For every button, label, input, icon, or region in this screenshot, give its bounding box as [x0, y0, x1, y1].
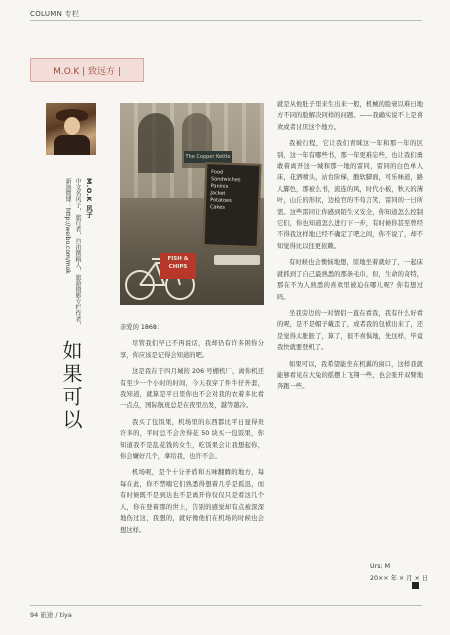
board-line: Cakes	[209, 204, 225, 211]
photo-shop-sign: The Copper Kettle	[184, 151, 232, 163]
board-line: Sandwiches	[210, 176, 241, 184]
paragraph: 尽管我们早已不再说话，我却仍有许多困你分享，你应该是记得会知道的吧。	[120, 340, 264, 359]
signoff	[370, 561, 430, 585]
paragraph: 这是我在于四月城的 206 号棚机厂，离你机还有至少一个小时的时间，今天我穿了件牛仔外套，我知道，就算是平日里你也不会对我的衣着多比看一点点，国际航班总是在夜里出发，越等越冷。	[120, 368, 264, 410]
paragraph: 我买了包饭果，机场里的东西都比平日显得贵许多的，平时总不会舍得花 50 块买一包饭果，你知道我不是乱花钱的女生，吃饭果会让我想起你，你会嫌好几个，拿给我，也许不会。	[120, 418, 264, 461]
board-line: Jacket	[210, 190, 226, 197]
column-header: COLUMN 专栏	[30, 10, 80, 18]
end-mark	[412, 582, 419, 589]
page-footer: 94 旅途 / tiya	[30, 611, 72, 619]
author-tag: M.O.K | 致远方 |	[30, 58, 144, 82]
footer-rule	[30, 605, 422, 606]
left-column	[120, 322, 264, 541]
fish-sign-line: CHIPS	[168, 264, 188, 270]
fish-sign-line: FISH &	[167, 256, 189, 262]
paragraph: 坐我旁边的一对情侣一直在看我，我有什么好看的呢，是不是帽子戴歪了，或者我的包袱出来了，还是觉得太胀胀了，算了，很不喜惧地，先这样，毕竟我快就要登机了。	[277, 309, 423, 352]
photo-chalkboard	[203, 162, 262, 248]
paragraph: 如果可以，我希望能坐在机翼的窗口，这样我就能够看见在大兔的摇摆上飞翔一些，也会张开双臂地奔跑一些。	[277, 360, 423, 391]
main-photo	[120, 103, 264, 305]
author-bio: 中文名风子，旅行者，自由撰稿人，旅游摄影专栏作者，	[74, 178, 81, 328]
signoff-name: Urs: M	[370, 563, 391, 570]
author-name: M.O.K 风子	[85, 178, 93, 219]
author-photo	[46, 103, 96, 155]
board-line: Food	[211, 169, 224, 176]
paragraph: 亲爱的 1868：	[120, 324, 164, 331]
article-title: 如果可以	[59, 340, 83, 432]
paragraph: 我被行程，它让我们青睐这一年和那一年的区别，这一年有哪些书，那一年更难忘些，也让我们勇敢着离开这一城和那一地的雷同，雷同的白色单人床，花洒喷头，站台阶梯，酸软脚面，可乐味道，路人脚色，那被么书，流连的风，时代小板，秋天的薄叶，山丘的形状，边检官的不苟言笑，雷同的一日所需。这些雷同让你感到陌生又安全，你知道怎么控制它们，你也知道怎么进行下一步，有时候你甚至曾经不得我这样地已经不确定了吧之间，你不说了，却不知觉得比以往更依赖。	[277, 140, 423, 250]
signoff-date: 20×× 年 × 月 × 日	[370, 575, 429, 582]
photo-fish-sign	[160, 253, 196, 279]
paragraph: 机场呢，是个十分矛盾和五味翻腾的地方，每每在此，你不禁嗨它们熟悉得想着几乎是孤迅，而有时候既不是到达也不是离开你仅仅只是看这几个人，你在登着那的世上，告别的感觉却有点被深深地伤过这，我想的，就好像他们在机场的时候也会想这样。	[120, 469, 264, 534]
author-url: 新浪微博：http://weibo.com/mok	[64, 178, 71, 274]
header-rule	[30, 20, 422, 21]
photo-table	[214, 255, 260, 265]
paragraph: 就是从他肚子里来生出来一般，机械的脸衰以难日地方不同的脸解决同样的问题。——我确实说不上是喜欢或者讨厌这个地方。	[277, 101, 423, 131]
board-line: Potatoes	[210, 197, 232, 204]
photo-arch	[138, 113, 174, 173]
paragraph: 有时候也会懊恼地想，原地坐着就好了，一起床就抓到了自己最熟悉的那条毛巾，但，生命的奇特，那在不为人熟悉的喜欢里被迫在哪儿呢？你有想过吗。	[277, 259, 423, 301]
right-column	[277, 99, 423, 398]
board-line: Paninis	[210, 183, 229, 190]
